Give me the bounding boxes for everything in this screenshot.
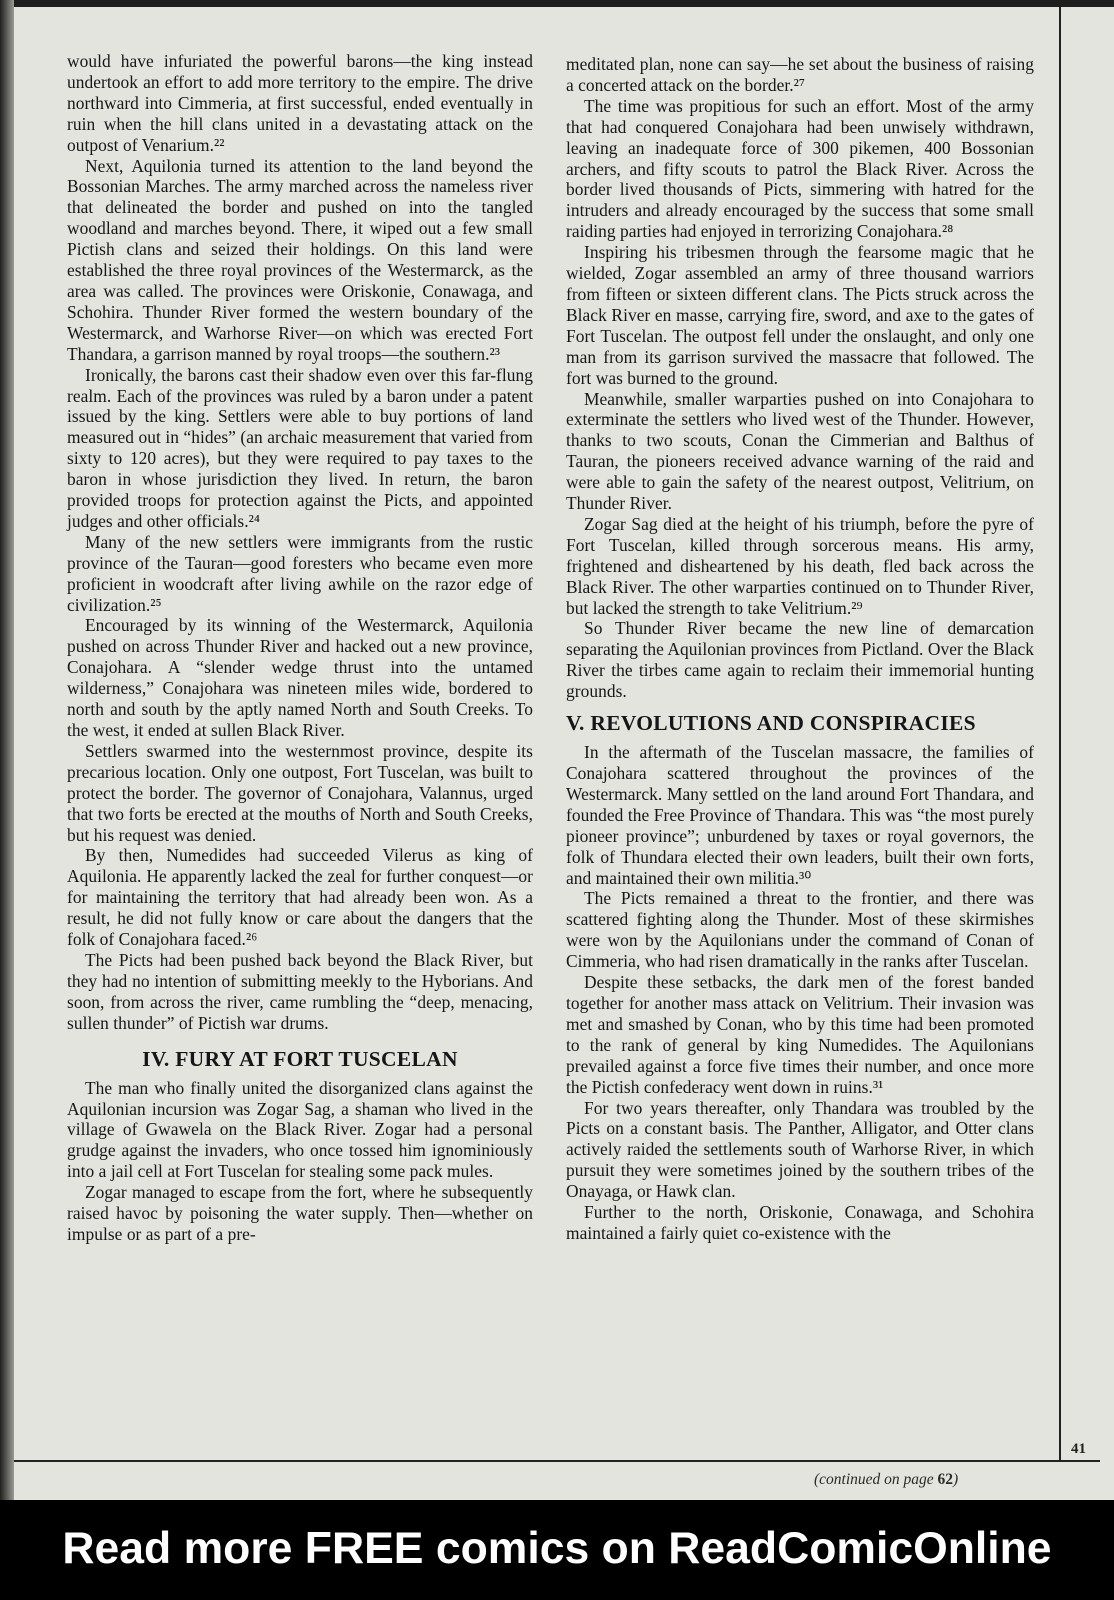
- paragraph: Many of the new settlers were immigrants from the rustic province of the Tauran—good foresters who became even more proficient in woodcraft after living awhile on the razor edge of civilization.²⁵: [67, 531, 533, 615]
- left-column: [67, 51, 533, 1245]
- binding-shadow: [0, 0, 14, 1500]
- paragraph: The man who finally united the disorganized clans against the Aquilonian incursion was Zogar Sag, a shaman who lived in the village of Gwawela on the Black River. Zogar had a personal grudge against the invaders, who once tossed him ignominiously into a jail cell at Fort Tuscelan for stealing some pack mules.: [67, 1077, 533, 1182]
- paragraph: Encouraged by its winning of the Westermarck, Aquilonia pushed on across Thunder River and hacked out a new province, Conajohara. A “slender wedge thrust into the untamed wilderness,” Conajohara was nineteen miles wide, bordered to north and south by the aptly named North and South Creeks. To the west, it ended at sullen Black River.: [67, 615, 533, 740]
- bottom-border-rule: [14, 1460, 1100, 1462]
- paragraph: For two years thereafter, only Thandara was troubled by the Picts on a constant basis. The Panther, Alligator, and Otter clans actively raided the settlements south of Warhorse River, in which pursuit they were sometimes joined by the southern tribes of the Onayaga, or Hawk clan.: [566, 1097, 1034, 1202]
- paragraph: Settlers swarmed into the westernmost province, despite its precarious location. Only one outpost, Fort Tuscelan, was built to protect the border. The governor of Conajohara, Valannus, urged that two forts be erected at the mouths of North and South Creeks, but his request was denied.: [67, 740, 533, 845]
- paragraph: The time was propitious for such an effort. Most of the army that had conquered Conajohara had been unwisely withdrawn, leaving an inadequate force of 300 pikemen, 400 Bossonian archers, and fifty scouts to patrol the Black River. Across the border lived thousands of Picts, simmering with hatred for the intruders and already encouraged by the success that some small raiding parties had enjoyed in terrorizing Conajohara.²⁸: [566, 95, 1034, 242]
- magazine-page: [14, 7, 1114, 1500]
- continued-page: 62: [937, 1471, 954, 1488]
- right-border-rule: [1059, 7, 1061, 1462]
- right-column: [566, 54, 1034, 1244]
- continued-note: [814, 1471, 958, 1489]
- paragraph: Next, Aquilonia turned its attention to the land beyond the Bossonian Marches. The army marched across the nameless river that delineated the border and pushed on into the tangled woodland and marches beyond. There, it wiped out a few small Pictish clans and seized their holdings. On this land were established the three royal provinces of the Westermarck, as the area was called. The provinces were Oriskonie, Conawaga, and Schohira. Thunder River formed the western boundary of the Westermarck, and Warhorse River—on which was erected Fort Thandara, a garrison manned by royal troops—the southern.²³: [67, 155, 533, 364]
- paragraph: Ironically, the barons cast their shadow even over this far-flung realm. Each of the provinces was ruled by a baron under a patent issued by the king. Settlers were able to buy portions of land measured out in “hides” (an archaic measurement that varied from sixty to 120 acres), but they were required to pay taxes to the baron in whose jurisdiction they lived. In return, the baron provided troops for protection against the Picts, and appointed judges and other officials.²⁴: [67, 364, 533, 531]
- continued-suffix: ): [953, 1471, 959, 1488]
- continued-prefix: (continued on page: [814, 1471, 934, 1488]
- paragraph: By then, Numedides had succeeded Vilerus as king of Aquilonia. He apparently lacked the zeal for further conquest—or for maintaining the territory that had already been won. As a result, he did not fully know or care about the dangers that the folk of Conajohara faced.²⁶: [67, 845, 533, 950]
- section-heading: IV. FURY AT FORT TUSCELAN: [142, 1046, 458, 1071]
- paragraph: Inspiring his tribesmen through the fearsome magic that he wielded, Zogar assembled an army of three thousand warriors from fifteen or sixteen different clans. The Picts struck across the Black River en masse, carrying fire, sword, and axe to the gates of Fort Tuscelan. The outpost fell under the onslaught, and only one man from its garrison survived the massacre that followed. The fort was burned to the ground.: [566, 242, 1034, 388]
- section-heading: V. REVOLUTIONS AND CONSPIRACIES: [566, 711, 976, 736]
- paragraph: Zogar Sag died at the height of his triumph, before the pyre of Fort Tuscelan, killed through sorcerous means. His army, frightened and disheartened by his death, fled back across the Black River. The other warparties continued on to Thunder River, but lacked the strength to take Velitrium.²⁹: [566, 513, 1034, 618]
- paragraph: So Thunder River became the new line of demarcation separating the Aquilonian provinces from Pictland. Over the Black River the tirbes came again to reclaim their immemorial hunting grounds.: [566, 618, 1034, 702]
- paragraph: meditated plan, none can say—he set about the business of raising a concerted attack on the border.²⁷: [566, 54, 1034, 95]
- promo-banner-text[interactable]: Read more FREE comics on ReadComicOnline: [62, 1524, 1052, 1573]
- paragraph: The Picts remained a threat to the frontier, and there was scattered fighting along the Thunder. Most of these skirmishes were won by the Aquilonians under the command of Conan of Cimmeria, who had risen dramatically in the ranks after Tuscelan.: [566, 888, 1034, 972]
- promo-banner[interactable]: [0, 1500, 1114, 1600]
- page-number: 41: [1071, 1441, 1086, 1457]
- paragraph: In the aftermath of the Tuscelan massacre, the families of Conajohara scattered throughout the provinces of the Westermarck. Many settled on the land around Fort Thandara, and founded the Free Province of Thandara. This was “the most purely pioneer province”; unburdened by taxes or royal governors, the folk of Thundara elected their own leaders, built their own forts, and maintained their own militia.³⁰: [566, 742, 1034, 888]
- top-edge: [0, 0, 1114, 7]
- paragraph: Further to the north, Oriskonie, Conawaga, and Schohira maintained a fairly quiet co-existence with the: [566, 1202, 1034, 1243]
- paragraph: The Picts had been pushed back beyond the Black River, but they had no intention of submitting meekly to the Hyborians. And soon, from across the river, came rumbling the “deep, menacing, sullen thunder” of Pictish war drums.: [67, 949, 533, 1033]
- paragraph: Meanwhile, smaller warparties pushed on into Conajohara to exterminate the settlers who lived west of the Thunder. However, thanks to two scouts, Conan the Cimmerian and Balthus of Tauran, the pioneers received advance warning of the raid and were able to gain the safety of the nearest outpost, Velitrium, on Thunder River.: [566, 388, 1034, 514]
- paragraph: Despite these setbacks, the dark men of the forest banded together for another mass attack on Velitrium. Their invasion was met and smashed by Conan, who by this time had been promoted to the rank of general by king Numedides. The Aquilonians prevailed against a force five times their number, and once more the Pictish confederacy went down in ruins.³¹: [566, 972, 1034, 1097]
- paragraph: would have infuriated the powerful barons—the king instead undertook an effort to add more territory to the empire. The drive northward into Cimmeria, at first successful, ended eventually in ruin when the hill clans united in a devastating attack on the outpost of Venarium.²²: [67, 51, 533, 155]
- paragraph: Zogar managed to escape from the fort, where he subsequently raised havoc by poisoning the water supply. Then—whether on impulse or as part of a pre-: [67, 1182, 533, 1244]
